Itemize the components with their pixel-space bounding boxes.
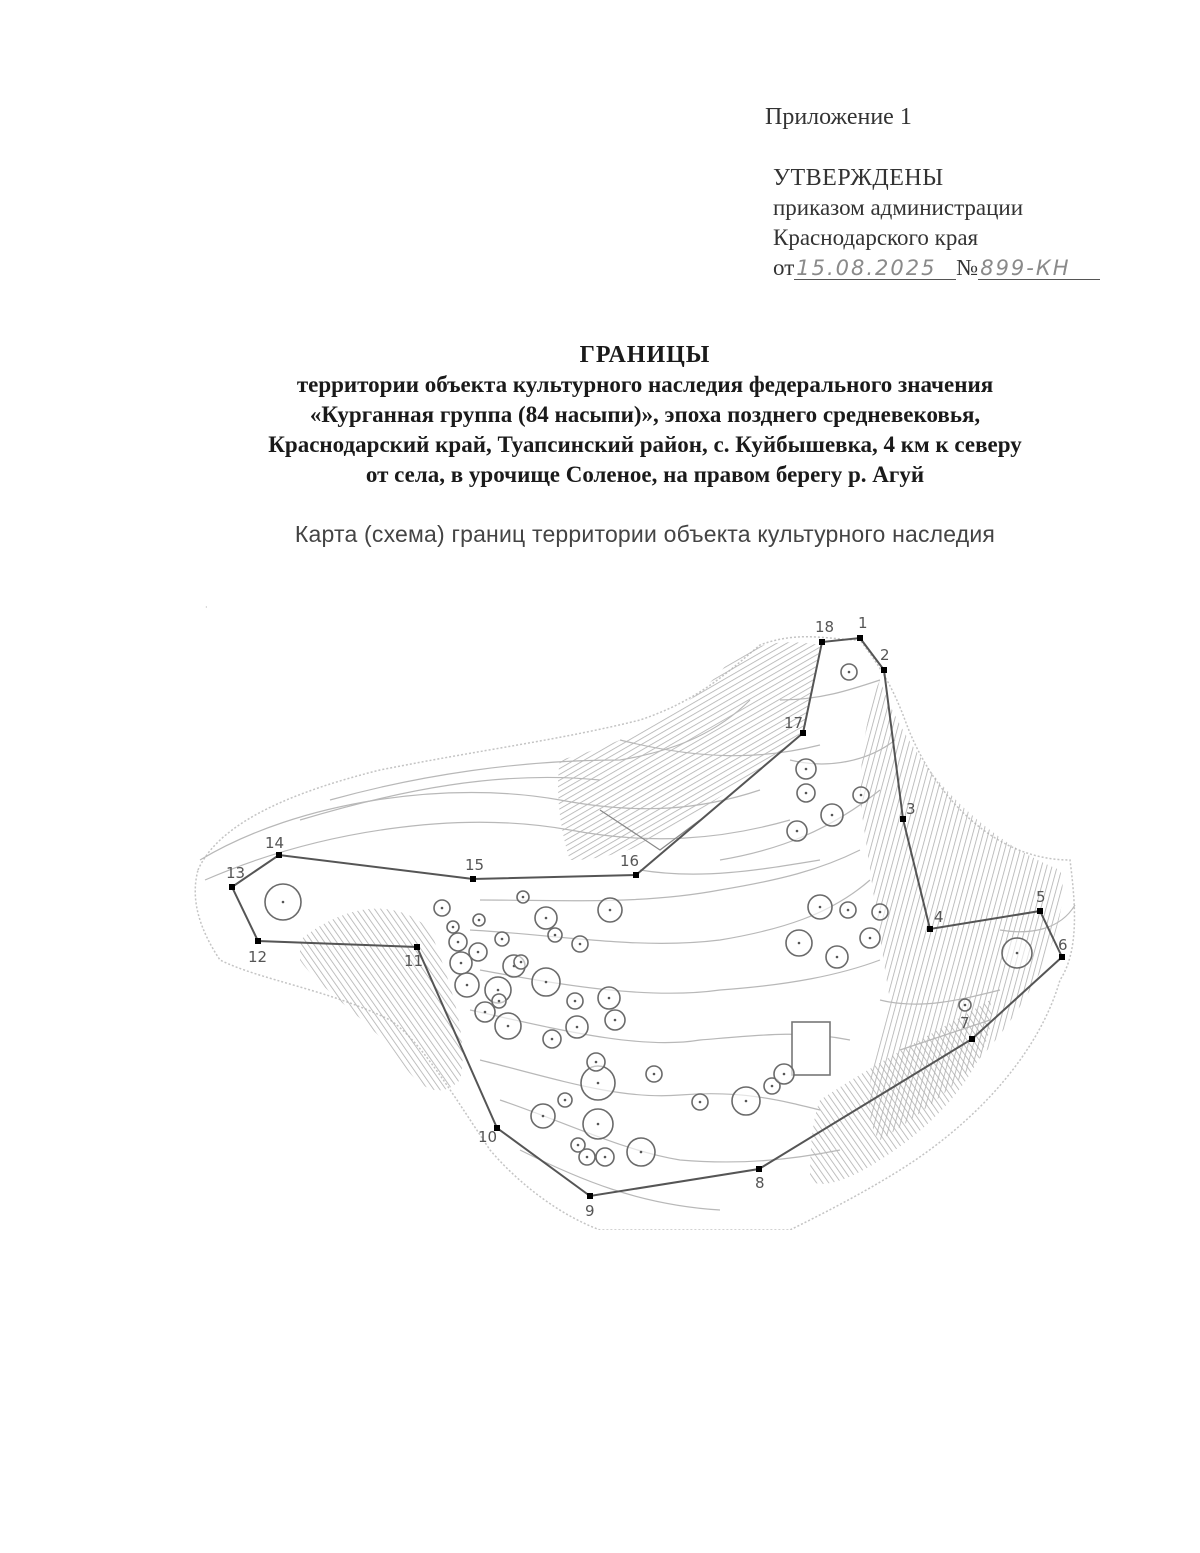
mound-center-dot xyxy=(595,1061,598,1064)
mound-center-dot xyxy=(608,997,611,1000)
boundary-point-marker xyxy=(470,876,476,882)
mound-center-dot xyxy=(798,942,801,945)
mound-center-dot xyxy=(699,1101,702,1104)
mound-center-dot xyxy=(441,907,444,910)
mound-center-dot xyxy=(964,1004,967,1007)
mound-center-dot xyxy=(452,926,455,929)
mound-center-dot xyxy=(879,911,882,914)
boundary-point-label: 9 xyxy=(585,1202,595,1220)
boundary-point-label: 3 xyxy=(906,800,916,818)
mound-center-dot xyxy=(542,1115,545,1118)
mound-center-dot xyxy=(554,934,557,937)
mound-center-dot xyxy=(545,981,548,984)
title-line-1: территории объекта культурного наследия федерального значения xyxy=(296,372,994,397)
mound-center-dot xyxy=(860,794,863,797)
mound-center-dot xyxy=(783,1073,786,1076)
mound-center-dot xyxy=(586,1156,589,1159)
boundary-point-marker xyxy=(1059,954,1065,960)
mound-center-dot xyxy=(819,906,822,909)
mound-center-dot xyxy=(609,909,612,912)
number-prefix: № xyxy=(956,255,979,280)
boundary-point-marker xyxy=(927,926,933,932)
mound-center-dot xyxy=(771,1085,774,1088)
mound-center-dot xyxy=(457,941,460,944)
mound-center-dot xyxy=(805,768,808,771)
mound-center-dot xyxy=(848,671,851,674)
boundary-point-label: 12 xyxy=(248,948,268,966)
boundary-point-marker xyxy=(819,639,825,645)
mound-center-dot xyxy=(836,956,839,959)
building-footprint xyxy=(792,1022,830,1075)
mound-center-dot xyxy=(498,1000,501,1003)
mound-center-dot xyxy=(653,1073,656,1076)
mound-center-dot xyxy=(847,909,850,912)
mound-center-dot xyxy=(282,901,285,904)
order-line-1: приказом администрации xyxy=(773,195,1024,220)
boundary-point-marker xyxy=(255,938,261,944)
mound-center-dot xyxy=(507,1025,510,1028)
boundary-point-label: 7 xyxy=(960,1014,970,1032)
boundary-point-marker xyxy=(857,635,863,641)
boundary-point-label: 10 xyxy=(478,1128,498,1146)
mound-center-dot xyxy=(545,917,548,920)
boundary-point-label: 11 xyxy=(404,952,424,970)
order-date-handwritten: 15.08.2025 xyxy=(794,257,956,280)
boundary-point-label: 17 xyxy=(784,714,804,732)
boundary-point-marker xyxy=(969,1036,975,1042)
boundary-point-label: 4 xyxy=(934,908,944,926)
boundary-point-marker xyxy=(1037,908,1043,914)
steep-slope-southwest xyxy=(300,909,463,1091)
mound-center-dot xyxy=(477,951,480,954)
mound-center-dot xyxy=(460,962,463,965)
mound-center-dot xyxy=(484,1011,487,1014)
north-mark: · xyxy=(205,603,208,612)
mound-center-dot xyxy=(745,1100,748,1103)
boundary-point-marker xyxy=(756,1166,762,1172)
mound-center-dot xyxy=(597,1082,600,1085)
mound-center-dot xyxy=(831,814,834,817)
map-caption: Карта (схема) границ территории объекта культурного наследия xyxy=(294,521,996,547)
mound-center-dot xyxy=(466,984,469,987)
boundary-point-marker xyxy=(276,852,282,858)
mound-center-dot xyxy=(805,792,808,795)
mound-center-dot xyxy=(604,1156,607,1159)
approval-block xyxy=(773,163,1100,283)
order-date-number-line xyxy=(773,253,1100,283)
boundary-point-label: 15 xyxy=(465,856,485,874)
mound-center-dot xyxy=(869,937,872,940)
boundary-point-marker xyxy=(229,884,235,890)
mound-center-dot xyxy=(574,1000,577,1003)
boundary-point-label: 5 xyxy=(1036,888,1046,906)
title-line-3: Краснодарский край, Туапсинский район, с. Куйбышевка, 4 км к северу xyxy=(268,432,1022,457)
boundary-point-label: 6 xyxy=(1058,936,1068,954)
boundary-point-marker xyxy=(414,944,420,950)
mound-center-dot xyxy=(614,1019,617,1022)
boundary-point-label: 8 xyxy=(755,1174,765,1192)
title-line-4: от села, в урочище Соленое, на правом берегу р. Агуй xyxy=(365,462,925,487)
mound-center-dot xyxy=(576,1026,579,1029)
order-number-handwritten: 899-КН xyxy=(978,257,1100,280)
title-heading: ГРАНИЦЫ xyxy=(579,342,711,368)
boundary-point-marker xyxy=(587,1193,593,1199)
order-line-2: Краснодарского края xyxy=(773,225,979,250)
date-prefix: от xyxy=(773,255,795,280)
mound-center-dot xyxy=(551,1038,554,1041)
mound-center-dot xyxy=(497,989,500,992)
appendix-label: Приложение 1 xyxy=(765,104,912,130)
boundary-point-label: 16 xyxy=(620,852,640,870)
mound-center-dot xyxy=(579,943,582,946)
boundary-point-marker xyxy=(633,872,639,878)
mound-center-dot xyxy=(501,938,504,941)
document-title xyxy=(150,340,1140,490)
mound-center-dot xyxy=(640,1151,643,1154)
mound-center-dot xyxy=(478,919,481,922)
mound-center-dot xyxy=(1016,952,1019,955)
mound-center-dot xyxy=(522,896,525,899)
approved-heading: УТВЕРЖДЕНЫ xyxy=(773,165,944,191)
mound-center-dot xyxy=(564,1099,567,1102)
boundary-point-label: 18 xyxy=(815,618,835,636)
mound-center-dot xyxy=(597,1123,600,1126)
boundary-map xyxy=(0,590,1200,1230)
boundary-point-marker xyxy=(881,667,887,673)
mound-center-dot xyxy=(520,961,523,964)
mound-center-dot xyxy=(796,830,799,833)
boundary-point-label: 13 xyxy=(226,864,246,882)
boundary-point-label: 14 xyxy=(265,834,285,852)
title-line-2: «Курганная группа (84 насыпи)», эпоха позднего средневековья, xyxy=(309,402,981,427)
boundary-point-label: 1 xyxy=(858,614,868,632)
mound-center-dot xyxy=(577,1144,580,1147)
boundary-point-label: 2 xyxy=(880,646,890,664)
